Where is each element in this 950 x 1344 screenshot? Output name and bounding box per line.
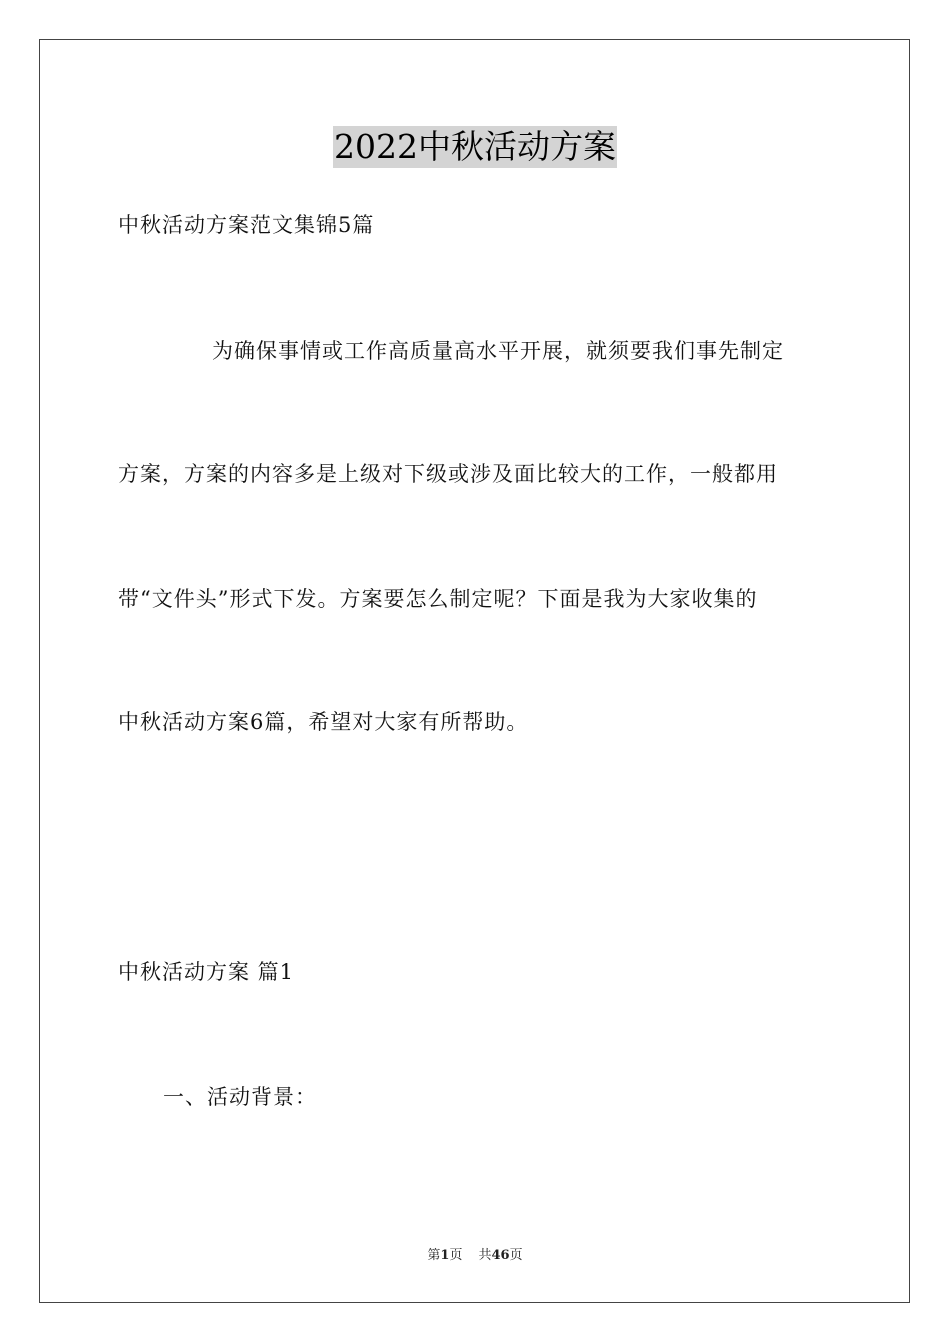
intro-paragraph-line-1: 为确保事情或工作高质量高水平开展，就须要我们事先制定 bbox=[212, 339, 784, 363]
section-heading: 一、活动背景： bbox=[163, 1085, 317, 1109]
intro-paragraph-line-3: 带“文件头”形式下发。方案要怎么制定呢？下面是我为大家收集的 bbox=[118, 587, 758, 611]
page-prefix: 第 bbox=[427, 1248, 441, 1263]
page-number: 1 bbox=[440, 1248, 450, 1263]
section-title: 中秋活动方案 篇1 bbox=[118, 960, 295, 984]
title-container bbox=[0, 126, 950, 168]
intro-paragraph-line-2: 方案，方案的内容多是上级对下级或涉及面比较大的工作，一般都用 bbox=[118, 462, 778, 486]
total-pages: 46 bbox=[491, 1248, 510, 1263]
page-footer bbox=[0, 1247, 950, 1265]
intro-paragraph-line-4: 中秋活动方案6篇，希望对大家有所帮助。 bbox=[118, 710, 529, 734]
document-subtitle: 中秋活动方案范文集锦5篇 bbox=[118, 213, 375, 237]
total-prefix: 共 bbox=[478, 1248, 492, 1263]
document-title: 2022中秋活动方案 bbox=[334, 127, 616, 166]
total-suffix: 页 bbox=[509, 1248, 523, 1263]
page-suffix: 页 bbox=[449, 1248, 463, 1263]
